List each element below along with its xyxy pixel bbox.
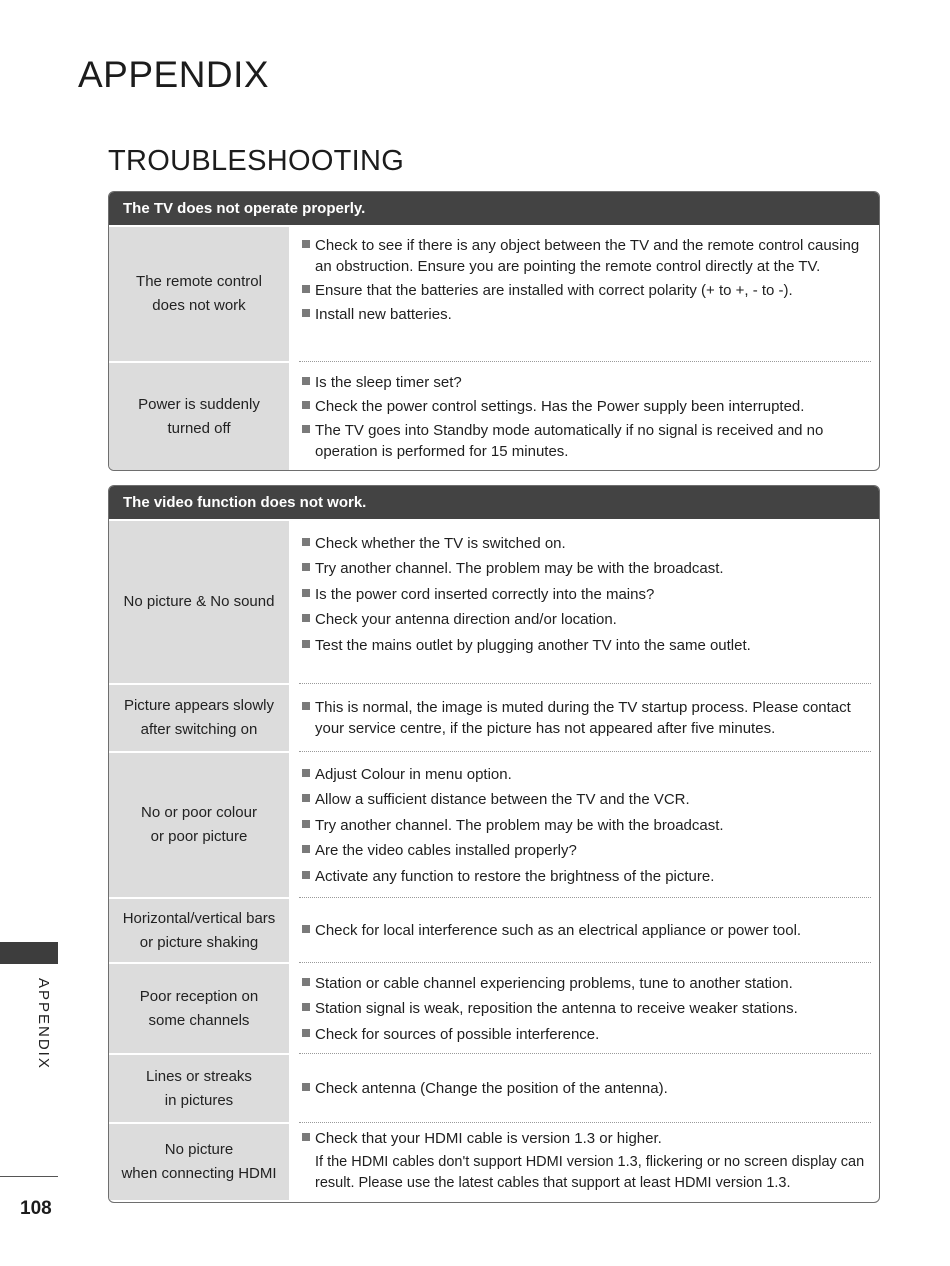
- solution-item: Check your antenna direction and/or location.: [302, 609, 875, 630]
- square-bullet-icon: [302, 563, 310, 571]
- symptom-label: No picture & No sound: [109, 521, 289, 683]
- solution-item: Check for sources of possible interference.: [302, 1024, 875, 1045]
- solution-list: [289, 363, 879, 470]
- solution-item: The TV goes into Standby mode automatically if no signal is received and no operation is performed for 15 minutes.: [302, 420, 875, 462]
- square-bullet-icon: [302, 845, 310, 853]
- table-row: [109, 683, 879, 751]
- solution-item: Try another channel. The problem may be with the broadcast.: [302, 558, 875, 579]
- square-bullet-icon: [302, 871, 310, 879]
- solution-note: If the HDMI cables don't support HDMI version 1.3, flickering or no screen display can result. Please use the latest cables that support at least HDMI version 1.3.: [315, 1153, 865, 1191]
- solution-item: Test the mains outlet by plugging another TV into the same outlet.: [302, 635, 875, 656]
- page-number-rule: [0, 1176, 58, 1177]
- solution-item: Check that your HDMI cable is version 1.3 or higher.: [302, 1128, 875, 1149]
- table-row: [109, 751, 879, 897]
- solution-list: [289, 899, 879, 962]
- table-row: [109, 361, 879, 470]
- symptom-label: Picture appears slowly after switching on: [109, 685, 289, 751]
- table-row: [109, 1122, 879, 1200]
- panel-header: The TV does not operate properly.: [109, 192, 879, 225]
- symptom-label: Lines or streaks in pictures: [109, 1055, 289, 1122]
- page-number: 108: [20, 1198, 52, 1219]
- solution-item: This is normal, the image is muted during the TV startup process. Please contact your service centre, if the picture has not appeared after five minutes.: [302, 697, 875, 739]
- square-bullet-icon: [302, 820, 310, 828]
- square-bullet-icon: [302, 401, 310, 409]
- square-bullet-icon: [302, 640, 310, 648]
- solution-item: Check for local interference such as an electrical appliance or power tool.: [302, 920, 875, 941]
- solution-item: Ensure that the batteries are installed with correct polarity (+ to +, - to -).: [302, 280, 875, 301]
- troubleshooting-panel-video: [108, 485, 880, 1203]
- solution-item: Are the video cables installed properly?: [302, 840, 875, 861]
- table-row: [109, 519, 879, 683]
- square-bullet-icon: [302, 377, 310, 385]
- solution-item: Station or cable channel experiencing problems, tune to another station.: [302, 973, 875, 994]
- solution-item: Check antenna (Change the position of the antenna).: [302, 1078, 875, 1099]
- table-row: [109, 1053, 879, 1122]
- square-bullet-icon: [302, 769, 310, 777]
- symptom-label: Power is suddenly turned off: [109, 363, 289, 470]
- solution-item: Try another channel. The problem may be with the broadcast.: [302, 815, 875, 836]
- table-row: [109, 897, 879, 962]
- square-bullet-icon: [302, 309, 310, 317]
- symptom-label: Poor reception on some channels: [109, 964, 289, 1053]
- symptom-label: No or poor colour or poor picture: [109, 753, 289, 897]
- solution-item: Check the power control settings. Has the Power supply been interrupted.: [302, 396, 875, 417]
- solution-item: Adjust Colour in menu option.: [302, 764, 875, 785]
- square-bullet-icon: [302, 925, 310, 933]
- troubleshooting-panel-operation: [108, 191, 880, 471]
- square-bullet-icon: [302, 702, 310, 710]
- table-row: [109, 225, 879, 361]
- solution-list: [289, 227, 879, 361]
- square-bullet-icon: [302, 1029, 310, 1037]
- square-bullet-icon: [302, 978, 310, 986]
- solution-list: [289, 1055, 879, 1122]
- page-heading: APPENDIX: [78, 54, 270, 95]
- square-bullet-icon: [302, 538, 310, 546]
- square-bullet-icon: [302, 285, 310, 293]
- symptom-label: No picture when connecting HDMI: [109, 1124, 289, 1200]
- table-row: [109, 962, 879, 1053]
- side-tab-marker: [0, 942, 58, 964]
- square-bullet-icon: [302, 240, 310, 248]
- square-bullet-icon: [302, 1133, 310, 1141]
- symptom-label: The remote control does not work: [109, 227, 289, 361]
- solution-item: Is the sleep timer set?: [302, 372, 875, 393]
- solution-item: Check to see if there is any object between the TV and the remote control causing an obstruction. Ensure you are pointing the remote control directly at the TV.: [302, 235, 875, 277]
- panel-header: The video function does not work.: [109, 486, 879, 519]
- square-bullet-icon: [302, 614, 310, 622]
- square-bullet-icon: [302, 589, 310, 597]
- solution-list: [289, 521, 879, 683]
- square-bullet-icon: [302, 1083, 310, 1091]
- solution-list: [289, 964, 879, 1053]
- square-bullet-icon: [302, 425, 310, 433]
- solution-item: Activate any function to restore the brightness of the picture.: [302, 866, 875, 887]
- solution-item: Is the power cord inserted correctly into the mains?: [302, 584, 875, 605]
- section-title: TROUBLESHOOTING: [108, 145, 405, 177]
- solution-list: [289, 685, 879, 751]
- square-bullet-icon: [302, 794, 310, 802]
- solution-item: Station signal is weak, reposition the antenna to receive weaker stations.: [302, 998, 875, 1019]
- solution-list: [289, 1124, 879, 1200]
- symptom-label: Horizontal/vertical bars or picture shaking: [109, 899, 289, 962]
- solution-item: Install new batteries.: [302, 304, 875, 325]
- square-bullet-icon: [302, 1003, 310, 1011]
- solution-item: Allow a sufficient distance between the TV and the VCR.: [302, 789, 875, 810]
- side-tab-label: APPENDIX: [35, 978, 52, 1070]
- solution-list: [289, 753, 879, 897]
- solution-item: Check whether the TV is switched on.: [302, 533, 875, 554]
